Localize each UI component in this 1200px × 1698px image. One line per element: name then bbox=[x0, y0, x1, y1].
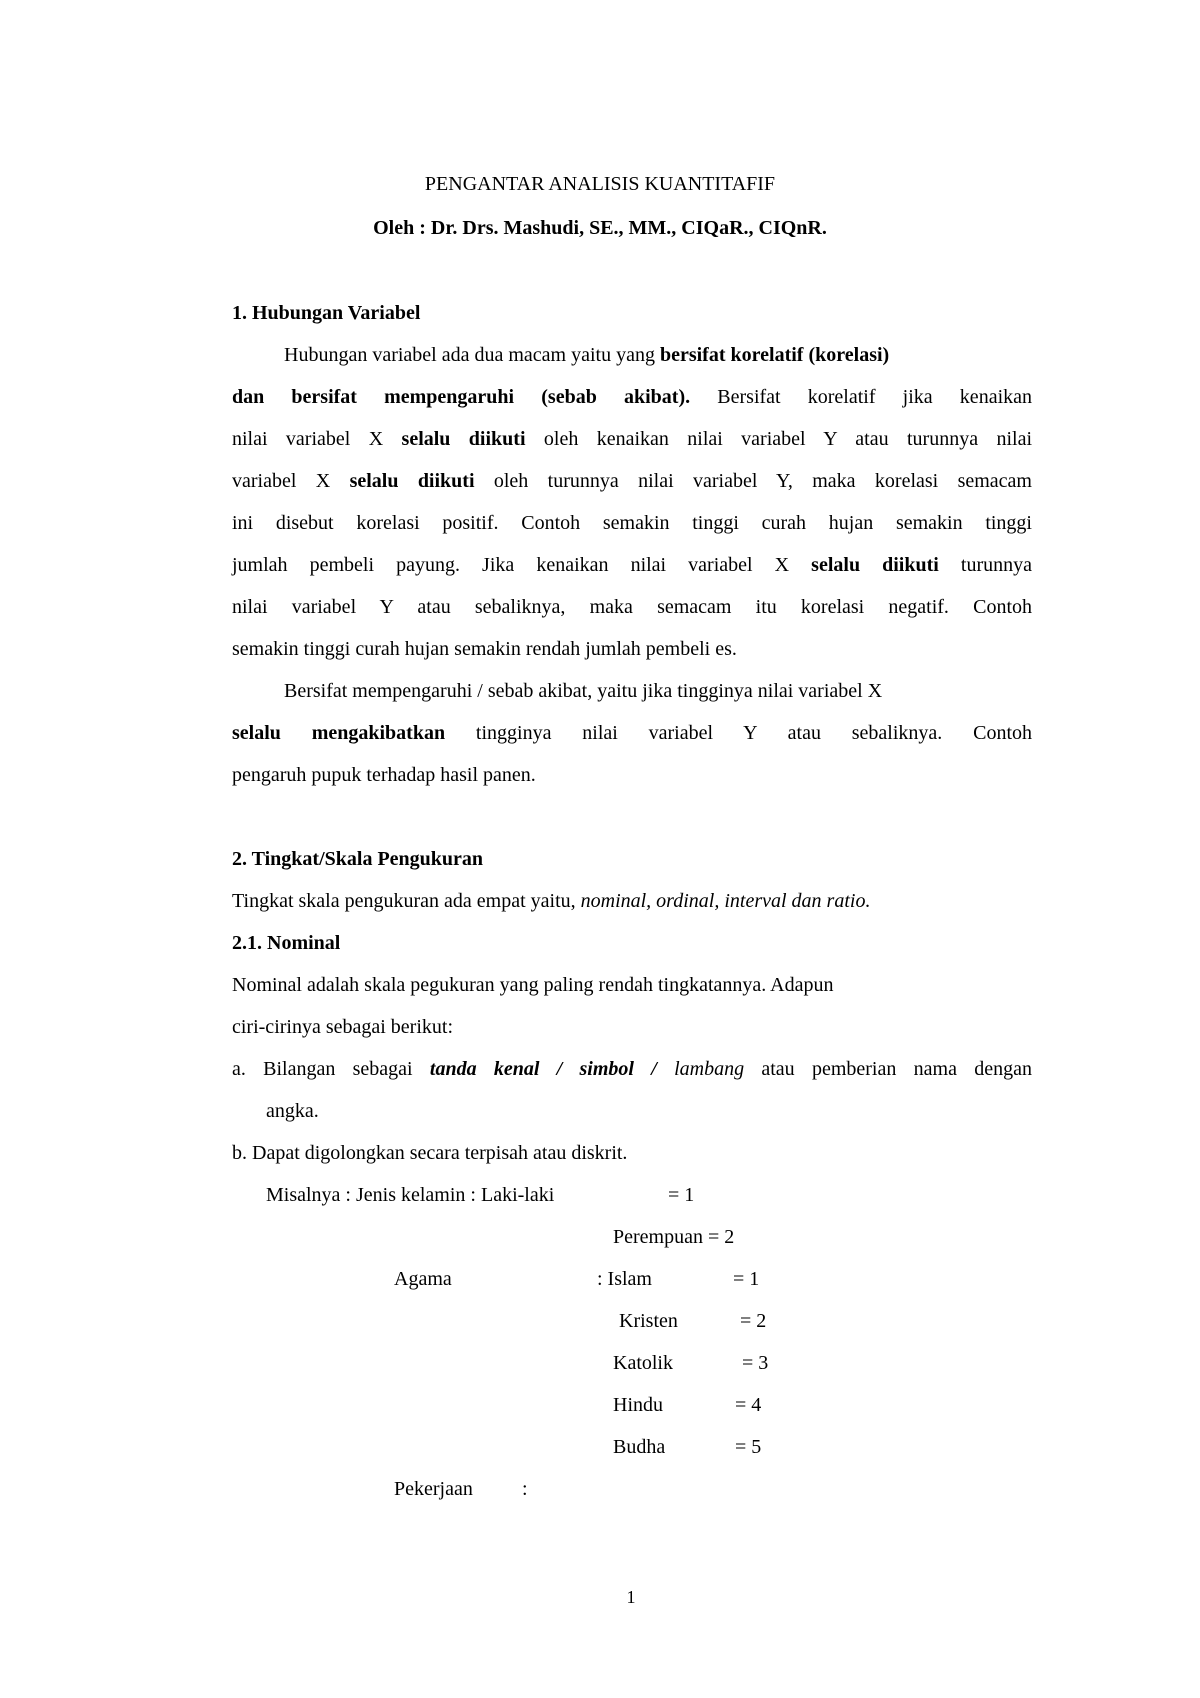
paragraph-line: ini disebut korelasi positif. Contoh semakin tinggi curah hujan semakin tinggi bbox=[232, 512, 1032, 534]
document-author: Oleh : Dr. Drs. Mashudi, SE., MM., CIQaR., CIQnR. bbox=[373, 217, 827, 239]
subsection-heading: 2.1. Nominal bbox=[232, 932, 341, 954]
page-number: 1 bbox=[626, 1587, 636, 1607]
paragraph-line: dan bersifat mempengaruhi (sebab akibat). Bersifat korelatif jika kenaikan bbox=[232, 386, 1032, 408]
example-value: = 5 bbox=[735, 1436, 762, 1458]
example-label: Katolik bbox=[613, 1352, 673, 1374]
paragraph-line: semakin tinggi curah hujan semakin rendah jumlah pembeli es. bbox=[232, 638, 737, 660]
document-title: PENGANTAR ANALISIS KUANTITAFIF bbox=[424, 173, 776, 195]
example-label: Hindu bbox=[613, 1394, 663, 1416]
paragraph-line: Tingkat skala pengukuran ada empat yaitu, nominal, ordinal, interval dan ratio. bbox=[232, 890, 871, 912]
paragraph-line: pengaruh pupuk terhadap hasil panen. bbox=[232, 764, 536, 786]
example-value: = 4 bbox=[735, 1394, 762, 1416]
list-item: a. Bilangan sebagai tanda kenal / simbol / lambang atau pemberian nama dengan bbox=[232, 1058, 1032, 1080]
example-label: Agama bbox=[394, 1268, 452, 1290]
paragraph-line: Nominal adalah skala pegukuran yang paling rendah tingkatannya. Adapun bbox=[232, 974, 834, 996]
paragraph-line: nilai variabel Y atau sebaliknya, maka semacam itu korelasi negatif. Contoh bbox=[232, 596, 1032, 618]
example-label: Misalnya : Jenis kelamin : Laki-laki bbox=[266, 1184, 555, 1206]
example-label: Kristen bbox=[619, 1310, 678, 1332]
paragraph-line: Bersifat mempengaruhi / sebab akibat, yaitu jika tingginya nilai variabel X bbox=[284, 680, 883, 702]
example-separator: : bbox=[522, 1478, 528, 1500]
example-label: Budha bbox=[613, 1436, 666, 1458]
paragraph-line: Hubungan variabel ada dua macam yaitu yang bersifat korelatif (korelasi) bbox=[284, 344, 890, 366]
paragraph-line: selalu mengakibatkan tingginya nilai variabel Y atau sebaliknya. Contoh bbox=[232, 722, 1032, 744]
paragraph-line: nilai variabel X selalu diikuti oleh kenaikan nilai variabel Y atau turunnya nilai bbox=[232, 428, 1032, 450]
example-label: : Islam bbox=[597, 1268, 652, 1290]
section-1-heading: 1. Hubungan Variabel bbox=[232, 302, 421, 324]
example-value: = 3 bbox=[742, 1352, 769, 1374]
example-value: = 2 bbox=[740, 1310, 767, 1332]
section-2-heading: 2. Tingkat/Skala Pengukuran bbox=[232, 848, 484, 870]
example-label: Pekerjaan bbox=[394, 1478, 473, 1500]
example-value: = 1 bbox=[733, 1268, 760, 1290]
example-label: Perempuan = 2 bbox=[613, 1226, 735, 1248]
list-item: b. Dapat digolongkan secara terpisah atau diskrit. bbox=[232, 1142, 628, 1164]
paragraph-line: ciri-cirinya sebagai berikut: bbox=[232, 1016, 454, 1038]
example-value: = 1 bbox=[668, 1184, 695, 1206]
list-item-continuation: angka. bbox=[266, 1100, 319, 1122]
paragraph-line: variabel X selalu diikuti oleh turunnya nilai variabel Y, maka korelasi semacam bbox=[232, 470, 1032, 492]
paragraph-line: jumlah pembeli payung. Jika kenaikan nilai variabel X selalu diikuti turunnya bbox=[232, 554, 1033, 576]
